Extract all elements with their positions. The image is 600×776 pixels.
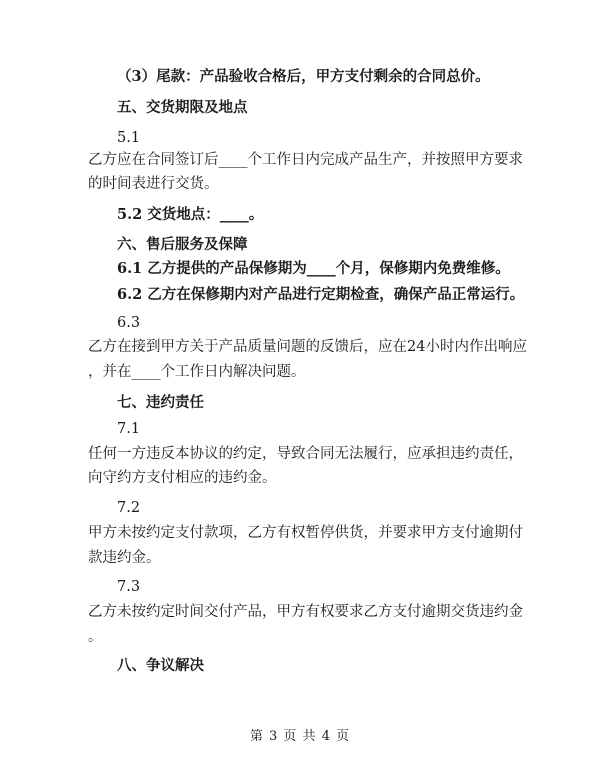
paragraph-line: 乙方应在合同签订后____个工作日内完成产品生产，并按照甲方要求 bbox=[88, 152, 523, 168]
section-7-heading: 七、违约责任 bbox=[117, 394, 204, 411]
clause-delivery-location: 5.2 交货地点：____。 bbox=[117, 206, 264, 223]
paragraph-line: 向守约方支付相应的违约金。 bbox=[88, 470, 277, 486]
clause-periodic-inspection: 6.2 乙方在保修期内对产品进行定期检查，确保产品正常运行。 bbox=[117, 286, 525, 303]
paragraph-line: 任何一方违反本协议的约定，导致合同无法履行，应承担违约责任， bbox=[88, 446, 523, 462]
clause-number: 7.1 bbox=[117, 421, 141, 437]
paragraph-line: 甲方未按约定支付款项，乙方有权暂停供货，并要求甲方支付逾期付 bbox=[88, 525, 523, 541]
paragraph-line: 的时间表进行交货。 bbox=[88, 176, 219, 192]
paragraph-line: 乙方未按约定时间交付产品，甲方有权要求乙方支付逾期交货违约金 bbox=[88, 604, 523, 620]
payment-final-clause: （3）尾款：产品验收合格后，甲方支付剩余的合同总价。 bbox=[117, 68, 490, 85]
clause-warranty-period: 6.1 乙方提供的产品保修期为____个月，保修期内免费维修。 bbox=[117, 260, 510, 277]
section-6-heading: 六、售后服务及保障 bbox=[117, 236, 248, 253]
clause-number: 7.2 bbox=[117, 500, 141, 516]
paragraph-line: 款违约金。 bbox=[88, 550, 161, 566]
paragraph-line: ，并在____个工作日内解决问题。 bbox=[88, 364, 306, 380]
page-footer: 第 3 页 共 4 页 bbox=[249, 729, 351, 744]
section-8-heading: 八、争议解决 bbox=[117, 657, 204, 674]
clause-number: 7.3 bbox=[117, 579, 141, 595]
clause-number: 6.3 bbox=[117, 315, 141, 331]
paragraph-line: 乙方在接到甲方关于产品质量问题的反馈后，应在24小时内作出响应 bbox=[88, 339, 527, 355]
clause-number: 5.1 bbox=[117, 130, 141, 146]
paragraph-line: 。 bbox=[88, 629, 103, 645]
section-5-heading: 五、交货期限及地点 bbox=[117, 99, 248, 116]
